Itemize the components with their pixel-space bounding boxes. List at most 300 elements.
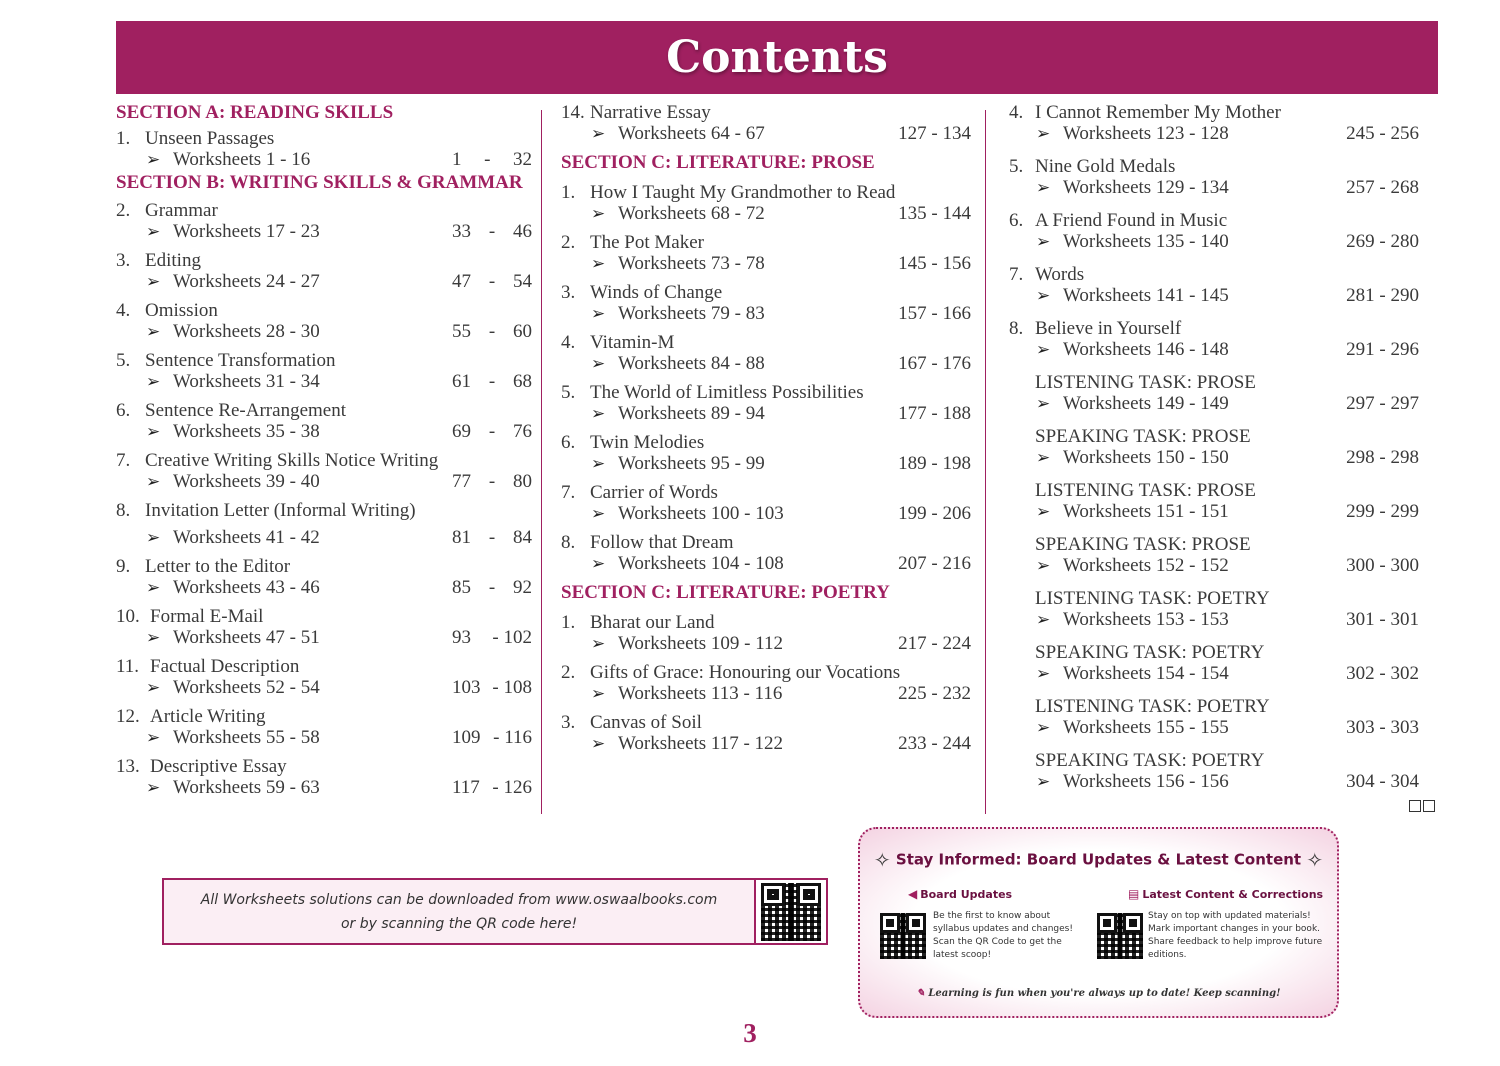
latest-content-text: Stay on top with updated materials! Mark important changes in your book. Share feedback to help improve future editions. xyxy=(1148,911,1323,960)
worksheets-range: Worksheets 154 - 154 xyxy=(1063,663,1229,684)
contents-entry[interactable] xyxy=(116,756,532,798)
page-start: 77 xyxy=(452,471,471,492)
page-range: 189 - 198 xyxy=(898,453,971,474)
arrow-icon: ➢ xyxy=(1036,556,1051,575)
worksheets-range: Worksheets 17 - 23 xyxy=(173,221,320,242)
contents-entry[interactable] xyxy=(561,332,971,374)
entry-number xyxy=(1009,642,1035,663)
page-range xyxy=(452,677,532,698)
worksheets-row xyxy=(1009,393,1419,414)
arrow-icon: ➢ xyxy=(146,628,161,647)
entry-title xyxy=(1009,588,1419,609)
page-range xyxy=(452,471,532,492)
page-number: 3 xyxy=(743,1018,757,1048)
entry-title xyxy=(1009,750,1419,771)
contents-entry[interactable] xyxy=(1009,588,1419,630)
worksheets-range: Worksheets 43 - 46 xyxy=(173,577,320,598)
arrow-icon: ➢ xyxy=(146,222,161,241)
page-end: - 126 xyxy=(492,777,532,798)
contents-entry[interactable] xyxy=(561,612,971,654)
arrow-icon: ➢ xyxy=(591,454,606,473)
entry-number: 6. xyxy=(116,400,131,421)
worksheets-row xyxy=(116,149,532,170)
worksheets-range: Worksheets 100 - 103 xyxy=(618,503,784,524)
arrow-icon: ➢ xyxy=(591,354,606,373)
solutions-qr-code[interactable] xyxy=(756,880,826,943)
page-range xyxy=(452,777,532,798)
entry-number: 4. xyxy=(1009,102,1024,123)
arrow-icon: ➢ xyxy=(1036,448,1051,467)
megaphone-icon: ◀ xyxy=(908,887,918,901)
entry-title-text: SPEAKING TASK: PROSE xyxy=(1035,534,1251,555)
entry-title xyxy=(1009,102,1419,123)
entry-number: 8. xyxy=(561,532,576,553)
worksheets-range: Worksheets 156 - 156 xyxy=(1063,771,1229,792)
contents-entry[interactable] xyxy=(116,350,532,392)
arrow-icon: ➢ xyxy=(1036,178,1051,197)
worksheets-range: Worksheets 73 - 78 xyxy=(618,253,765,274)
entry-number: 1. xyxy=(116,128,131,149)
solutions-line-1: All Worksheets solutions can be downloaded from www.oswaalbooks.com xyxy=(200,891,718,908)
entry-title-text: Creative Writing Skills Notice Writing xyxy=(145,450,439,471)
worksheets-range: Worksheets 141 - 145 xyxy=(1063,285,1229,306)
entry-number: 3. xyxy=(561,712,576,733)
contents-header xyxy=(116,21,1438,94)
page-end: 46 xyxy=(512,221,532,242)
page-end: 76 xyxy=(512,421,532,442)
worksheets-row xyxy=(116,727,532,748)
page-range xyxy=(452,221,532,242)
worksheets-row xyxy=(561,683,971,704)
worksheets-row xyxy=(561,553,971,574)
entry-title-text: A Friend Found in Music xyxy=(1035,210,1228,231)
page-dash: - xyxy=(488,527,496,548)
page-range: 127 - 134 xyxy=(898,123,971,144)
entry-number: 8. xyxy=(1009,318,1024,339)
page-range: 177 - 188 xyxy=(898,403,971,424)
entry-number: 6. xyxy=(1009,210,1024,231)
entry-title xyxy=(561,282,971,303)
page-dash: - xyxy=(488,471,496,492)
entry-number xyxy=(1009,534,1035,555)
arrow-icon: ➢ xyxy=(591,554,606,573)
entry-title xyxy=(561,532,971,553)
page-range: 217 - 224 xyxy=(898,633,971,654)
worksheets-row xyxy=(1009,609,1419,630)
page-start: 33 xyxy=(452,221,471,242)
worksheets-row xyxy=(1009,285,1419,306)
entry-number: 6. xyxy=(561,432,576,453)
contents-entry[interactable] xyxy=(116,450,532,492)
contents-entry[interactable] xyxy=(561,232,971,274)
entry-number: 2. xyxy=(116,200,131,221)
contents-entry[interactable] xyxy=(561,102,971,144)
entry-number: 5. xyxy=(561,382,576,403)
contents-entry[interactable] xyxy=(1009,318,1419,360)
entry-title xyxy=(116,350,532,371)
worksheets-row xyxy=(561,303,971,324)
arrow-icon: ➢ xyxy=(1036,286,1051,305)
worksheets-row xyxy=(1009,501,1419,522)
contents-entry[interactable] xyxy=(1009,156,1419,198)
entry-number: 11. xyxy=(116,656,140,677)
contents-column-2 xyxy=(561,102,971,754)
page-range xyxy=(452,321,532,342)
page-start: 47 xyxy=(452,271,471,292)
entry-title-text: Unseen Passages xyxy=(145,128,275,149)
entry-title xyxy=(1009,210,1419,231)
page-start: 85 xyxy=(452,577,471,598)
arrow-icon: ➢ xyxy=(146,422,161,441)
entry-title-text: Twin Melodies xyxy=(590,432,705,453)
worksheets-row xyxy=(1009,231,1419,252)
worksheets-range: Worksheets 55 - 58 xyxy=(173,727,320,748)
arrow-icon: ➢ xyxy=(591,404,606,423)
page-range: 303 - 303 xyxy=(1346,717,1419,738)
worksheets-range: Worksheets 24 - 27 xyxy=(173,271,320,292)
entry-title xyxy=(116,400,532,421)
page-range xyxy=(452,271,532,292)
entry-number xyxy=(1009,696,1035,717)
worksheets-row xyxy=(116,271,532,292)
page-range: 269 - 280 xyxy=(1346,231,1419,252)
contents-entry[interactable] xyxy=(116,606,532,648)
stay-informed-title: ✧ Stay Informed: Board Updates & Latest Content ✧ xyxy=(873,848,1324,872)
worksheets-row xyxy=(1009,555,1419,576)
worksheets-range: Worksheets 155 - 155 xyxy=(1063,717,1229,738)
contents-entry[interactable] xyxy=(116,500,532,548)
page-range: 300 - 300 xyxy=(1346,555,1419,576)
page-range xyxy=(452,577,532,598)
worksheets-range: Worksheets 89 - 94 xyxy=(618,403,765,424)
worksheets-range: Worksheets 153 - 153 xyxy=(1063,609,1229,630)
entry-title-text: Editing xyxy=(145,250,201,271)
worksheets-row xyxy=(116,321,532,342)
contents-entry[interactable] xyxy=(1009,426,1419,468)
page-start: 81 xyxy=(452,527,471,548)
page-range xyxy=(452,421,532,442)
worksheets-row xyxy=(561,353,971,374)
entry-title xyxy=(116,250,532,271)
entry-number: 9. xyxy=(116,556,131,577)
entry-title-text: LISTENING TASK: POETRY xyxy=(1035,588,1270,609)
entry-title xyxy=(561,612,971,633)
arrow-icon: ➢ xyxy=(146,578,161,597)
arrow-icon: ➢ xyxy=(591,254,606,273)
column-divider xyxy=(541,110,542,814)
entry-title-text: Narrative Essay xyxy=(590,102,711,123)
arrow-icon: ➢ xyxy=(1036,232,1051,251)
contents-entry[interactable] xyxy=(561,282,971,324)
solutions-download-box xyxy=(162,878,828,945)
contents-entry[interactable] xyxy=(1009,264,1419,306)
entry-title-text: The Pot Maker xyxy=(590,232,704,253)
entry-title xyxy=(1009,318,1419,339)
worksheets-range: Worksheets 135 - 140 xyxy=(1063,231,1229,252)
page-end: 80 xyxy=(512,471,532,492)
solutions-line-2: or by scanning the QR code here! xyxy=(340,915,578,932)
entry-title xyxy=(561,432,971,453)
arrow-icon: ➢ xyxy=(146,678,161,697)
arrow-icon: ➢ xyxy=(146,322,161,341)
entry-number: 4. xyxy=(561,332,576,353)
worksheets-row xyxy=(1009,663,1419,684)
page-start: 103 xyxy=(452,677,481,698)
worksheets-row xyxy=(1009,447,1419,468)
entry-title xyxy=(1009,426,1419,447)
page-range: 245 - 256 xyxy=(1346,123,1419,144)
worksheets-row xyxy=(116,221,532,242)
entry-title-text: SPEAKING TASK: POETRY xyxy=(1035,642,1265,663)
arrow-icon: ➢ xyxy=(591,734,606,753)
worksheets-range: Worksheets 1 - 16 xyxy=(173,149,311,170)
worksheets-row xyxy=(1009,771,1419,792)
entry-title-text: Formal E-Mail xyxy=(150,606,264,627)
page-range: 297 - 297 xyxy=(1346,393,1419,414)
section-heading: SECTION C: LITERATURE: POETRY xyxy=(561,582,890,603)
contents-entry[interactable] xyxy=(116,300,532,342)
entry-title-text: LISTENING TASK: POETRY xyxy=(1035,696,1270,717)
entry-title-text: SPEAKING TASK: POETRY xyxy=(1035,750,1265,771)
page-range: 302 - 302 xyxy=(1346,663,1419,684)
entry-title-text: Bharat our Land xyxy=(590,612,715,633)
entry-title xyxy=(561,102,971,123)
entry-number: 10. xyxy=(116,606,140,627)
board-updates-qr-code[interactable] xyxy=(880,913,926,959)
entry-title xyxy=(1009,642,1419,663)
worksheets-range: Worksheets 113 - 116 xyxy=(618,683,783,704)
contents-entry[interactable] xyxy=(1009,642,1419,684)
worksheets-row xyxy=(116,677,532,698)
worksheets-row xyxy=(561,633,971,654)
worksheets-range: Worksheets 41 - 42 xyxy=(173,527,320,548)
worksheets-range: Worksheets 31 - 34 xyxy=(173,371,320,392)
entry-title-text: Winds of Change xyxy=(590,282,723,303)
page-end: - 108 xyxy=(492,677,532,698)
worksheets-row xyxy=(561,403,971,424)
contents-entry[interactable] xyxy=(561,532,971,574)
arrow-icon: ➢ xyxy=(1036,340,1051,359)
worksheets-range: Worksheets 28 - 30 xyxy=(173,321,320,342)
page-range: 199 - 206 xyxy=(898,503,971,524)
contents-entry[interactable] xyxy=(1009,372,1419,414)
worksheets-range: Worksheets 64 - 67 xyxy=(618,123,765,144)
entry-title-text: Vitamin-M xyxy=(590,332,675,353)
page-range: 207 - 216 xyxy=(898,553,971,574)
entry-title xyxy=(116,756,532,777)
contents-entry[interactable] xyxy=(1009,210,1419,252)
contents-entry[interactable] xyxy=(116,556,532,598)
page-title: Contents xyxy=(666,32,888,83)
page-end: 68 xyxy=(512,371,532,392)
contents-entry[interactable] xyxy=(561,662,971,704)
worksheets-range: Worksheets 152 - 152 xyxy=(1063,555,1229,576)
arrow-icon: ➢ xyxy=(146,372,161,391)
page-range xyxy=(452,627,532,648)
page-range: 225 - 232 xyxy=(898,683,971,704)
arrow-icon: ➢ xyxy=(146,528,161,547)
contents-column-3 xyxy=(1009,102,1419,792)
entry-title xyxy=(561,182,971,203)
entry-title-text: Gifts of Grace: Honouring our Vocations xyxy=(590,662,901,683)
arrow-icon: ➢ xyxy=(591,684,606,703)
page-dash: - xyxy=(484,149,491,170)
entry-title-text: LISTENING TASK: PROSE xyxy=(1035,480,1256,501)
entry-title xyxy=(1009,372,1419,393)
contents-entry[interactable] xyxy=(116,250,532,292)
entry-title xyxy=(116,200,532,221)
page-start: 109 xyxy=(452,727,481,748)
contents-entry[interactable] xyxy=(1009,750,1419,792)
contents-entry[interactable] xyxy=(1009,102,1419,144)
page-end: - 102 xyxy=(492,627,532,648)
page-start: 55 xyxy=(452,321,471,342)
worksheets-row xyxy=(1009,177,1419,198)
worksheets-range: Worksheets 129 - 134 xyxy=(1063,177,1229,198)
entry-title xyxy=(116,500,532,521)
contents-entry[interactable] xyxy=(1009,480,1419,522)
arrow-icon: ➢ xyxy=(591,304,606,323)
arrow-icon: ➢ xyxy=(146,150,161,169)
latest-content-qr-code[interactable] xyxy=(1097,913,1143,959)
worksheets-range: Worksheets 149 - 149 xyxy=(1063,393,1229,414)
entry-number: 12. xyxy=(116,706,140,727)
entry-number: 13. xyxy=(116,756,140,777)
worksheets-row xyxy=(116,471,532,492)
entry-title-text: Follow that Dream xyxy=(590,532,734,553)
entry-number xyxy=(1009,372,1035,393)
entry-title-text: Nine Gold Medals xyxy=(1035,156,1176,177)
entry-number: 14. xyxy=(561,102,585,123)
entry-title-text: Letter to the Editor xyxy=(145,556,291,577)
entry-number xyxy=(1009,426,1035,447)
arrow-icon: ➢ xyxy=(1036,772,1051,791)
page-end: - 116 xyxy=(493,727,532,748)
stay-informed-footer: ✎ Learning is fun when you're always up to date! Keep scanning! xyxy=(916,988,1281,999)
entry-title-text: The World of Limitless Possibilities xyxy=(590,382,864,403)
contents-entry[interactable] xyxy=(116,128,532,170)
contents-entry[interactable] xyxy=(116,706,532,748)
entry-title xyxy=(116,706,532,727)
stay-informed-box xyxy=(858,827,1339,1018)
entry-number: 7. xyxy=(116,450,131,471)
entry-title xyxy=(561,482,971,503)
arrow-icon: ➢ xyxy=(1036,664,1051,683)
entry-title-text: Canvas of Soil xyxy=(590,712,702,733)
section-heading: SECTION B: WRITING SKILLS & GRAMMAR xyxy=(116,172,523,193)
contents-entry[interactable] xyxy=(116,400,532,442)
entry-title xyxy=(1009,480,1419,501)
worksheets-row xyxy=(116,421,532,442)
worksheets-range: Worksheets 95 - 99 xyxy=(618,453,765,474)
entry-title-text: Words xyxy=(1035,264,1085,285)
sparkle-icon: ✧ xyxy=(873,848,891,872)
page-start: 69 xyxy=(452,421,471,442)
entry-number: 2. xyxy=(561,662,576,683)
entry-title xyxy=(1009,264,1419,285)
section-heading: SECTION C: LITERATURE: PROSE xyxy=(561,152,875,173)
worksheets-range: Worksheets 123 - 128 xyxy=(1063,123,1229,144)
document-icon: ▤ xyxy=(1128,887,1140,901)
contents-entry[interactable] xyxy=(116,200,532,242)
contents-entry[interactable] xyxy=(561,182,971,224)
contents-entry[interactable] xyxy=(561,432,971,474)
contents-entry[interactable] xyxy=(1009,534,1419,576)
worksheets-row xyxy=(116,371,532,392)
worksheets-range: Worksheets 68 - 72 xyxy=(618,203,765,224)
contents-entry[interactable] xyxy=(116,656,532,698)
entry-title-text: I Cannot Remember My Mother xyxy=(1035,102,1281,123)
arrow-icon: ➢ xyxy=(146,472,161,491)
page-range: 157 - 166 xyxy=(898,303,971,324)
page-end: 84 xyxy=(512,527,532,548)
worksheets-row xyxy=(116,777,532,798)
corner-marks xyxy=(1409,800,1435,812)
worksheets-row xyxy=(116,527,532,548)
entry-number: 7. xyxy=(1009,264,1024,285)
page-dash: - xyxy=(488,321,496,342)
worksheets-range: Worksheets 151 - 151 xyxy=(1063,501,1229,522)
entry-title xyxy=(1009,534,1419,555)
entry-number: 1. xyxy=(561,612,576,633)
worksheets-row xyxy=(116,577,532,598)
arrow-icon: ➢ xyxy=(146,272,161,291)
page-dash: - xyxy=(488,221,496,242)
contents-entry[interactable] xyxy=(1009,696,1419,738)
board-updates-text: Be the first to know about syllabus updates and changes! Scan the QR Code to get the latest scoop! xyxy=(933,911,1073,960)
entry-title-text: Omission xyxy=(145,300,218,321)
contents-entry[interactable] xyxy=(561,382,971,424)
entry-title-text: Sentence Transformation xyxy=(145,350,336,371)
entry-title xyxy=(116,450,532,471)
entry-number: 3. xyxy=(561,282,576,303)
worksheets-row xyxy=(561,453,971,474)
entry-title xyxy=(116,128,532,149)
entry-title-text: Article Writing xyxy=(150,706,266,727)
worksheets-range: Worksheets 79 - 83 xyxy=(618,303,765,324)
entry-title-text: Carrier of Words xyxy=(590,482,718,503)
entry-title xyxy=(561,382,971,403)
worksheets-range: Worksheets 35 - 38 xyxy=(173,421,320,442)
worksheets-range: Worksheets 84 - 88 xyxy=(618,353,765,374)
entry-title xyxy=(116,556,532,577)
page-range: 257 - 268 xyxy=(1346,177,1419,198)
worksheets-range: Worksheets 52 - 54 xyxy=(173,677,320,698)
page-range: 299 - 299 xyxy=(1346,501,1419,522)
entry-title-text: LISTENING TASK: PROSE xyxy=(1035,372,1256,393)
entry-title xyxy=(116,656,532,677)
arrow-icon: ➢ xyxy=(1036,124,1051,143)
entry-title xyxy=(561,232,971,253)
entry-number xyxy=(1009,480,1035,501)
page-dash: - xyxy=(488,577,496,598)
page-end: 32 xyxy=(512,149,532,170)
page-start: 61 xyxy=(452,371,471,392)
entry-number: 7. xyxy=(561,482,576,503)
worksheets-range: Worksheets 59 - 63 xyxy=(173,777,320,798)
page-range: 233 - 244 xyxy=(898,733,971,754)
entry-number: 8. xyxy=(116,500,131,521)
latest-content-heading: ▤ Latest Content & Corrections xyxy=(1128,887,1324,901)
page-end: 92 xyxy=(512,577,532,598)
page-range xyxy=(452,727,532,748)
contents-entry[interactable] xyxy=(561,712,971,754)
page-range: 304 - 304 xyxy=(1346,771,1419,792)
page-range: 298 - 298 xyxy=(1346,447,1419,468)
worksheets-range: Worksheets 146 - 148 xyxy=(1063,339,1229,360)
section-heading: SECTION A: READING SKILLS xyxy=(116,102,394,123)
contents-entry[interactable] xyxy=(561,482,971,524)
